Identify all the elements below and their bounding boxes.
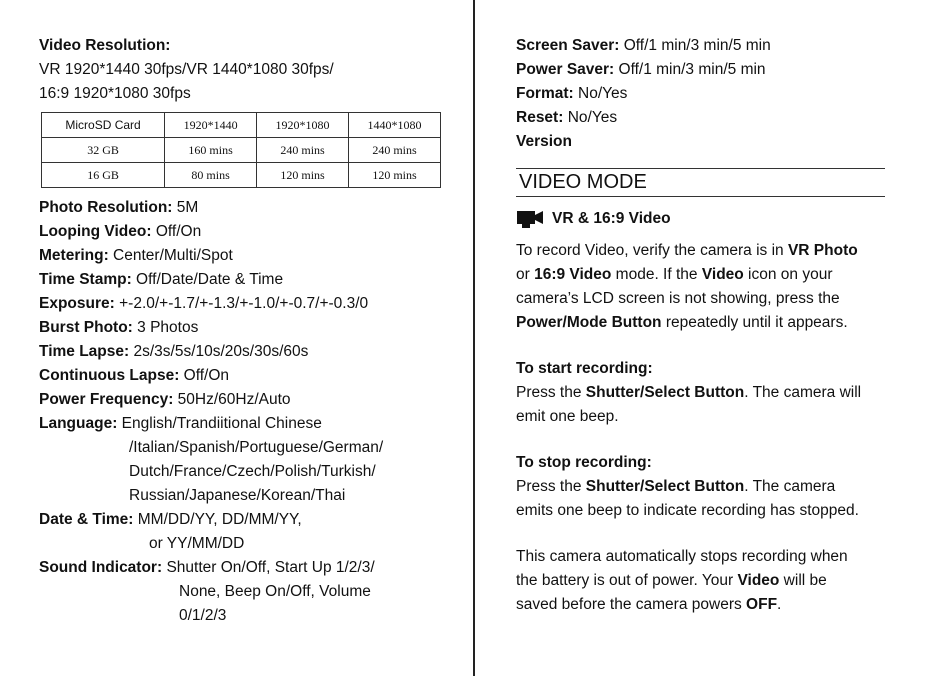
setting-value: No/Yes [563,109,618,126]
auto-text: saved before the camera powers [516,596,747,613]
setting-value: Off/On [151,223,202,240]
setting-label: Power Frequency: [39,391,174,408]
setting-language [39,412,464,436]
intro-bold: 16:9 Video [534,266,612,283]
intro-text: mode. If the [611,266,702,283]
setting-label: Burst Photo: [39,319,133,336]
stop-heading: To stop recording: [516,454,652,471]
setting-label: Sound Indicator: [39,559,163,576]
setting-version [516,130,916,154]
setting-value: 2s/3s/5s/10s/20s/30s/60s [129,343,309,360]
table-cell: 240 mins [257,138,349,163]
setting-label: Date & Time: [39,511,134,528]
table-row [42,163,441,188]
setting-label: Time Stamp: [39,271,132,288]
intro-paragraph [516,239,916,335]
setting-time-stamp [39,268,464,292]
setting-date-time [39,508,464,532]
recording-time-table [41,112,441,188]
auto-text: This camera automatically stops recording when [516,548,848,565]
setting-label: Photo Resolution: [39,199,173,216]
stop-text: . The camera [744,478,836,495]
setting-reset [516,106,916,130]
sound-line3: 0/1/2/3 [179,607,227,624]
setting-label: Version [516,133,572,150]
table-cell: 16 GB [42,163,165,188]
table-header-cell: 1440*1080 [349,113,441,138]
setting-value: +-2.0/+-1.7/+-1.3/+-1.0/+-0.7/+-0.3/0 [114,295,369,312]
intro-bold: Video [701,266,744,283]
intro-text: repeatedly until it appears. [661,314,848,331]
video-resolution-line2: 16:9 1920*1080 30fps [39,85,191,102]
setting-format [516,82,916,106]
table-row [42,138,441,163]
auto-text: will be [779,572,827,589]
table-cell: 120 mins [349,163,441,188]
intro-text: or [516,266,535,283]
setting-value: 5M [172,199,199,216]
setting-label: Looping Video: [39,223,152,240]
video-heading [516,209,916,229]
language-line4: Russian/Japanese/Korean/Thai [129,487,346,504]
table-cell: 240 mins [349,138,441,163]
setting-label: Power Saver: [516,61,615,78]
setting-value: Off/Date/Date & Time [131,271,284,288]
table-cell: 80 mins [165,163,257,188]
intro-bold: Power/Mode Button [516,314,662,331]
setting-label: Format: [516,85,574,102]
start-bold: Shutter/Select Button [585,384,745,401]
setting-value: Off/1 min/3 min/5 min [614,61,766,78]
stop-text: Press the [516,478,586,495]
video-resolution-line1: VR 1920*1440 30fps/VR 1440*1080 30fps/ [39,61,334,78]
start-text: Press the [516,384,586,401]
auto-stop-paragraph [516,545,916,617]
setting-label: Reset: [516,109,564,126]
setting-power-saver [516,58,916,82]
auto-bold: Video [737,572,780,589]
date-time-line2: or YY/MM/DD [149,535,245,552]
setting-value: MM/DD/YY, DD/MM/YY, [133,511,302,528]
intro-text: To record Video, verify the camera is in [516,242,788,259]
intro-bold: VR Photo [787,242,858,259]
setting-label: Continuous Lapse: [39,367,180,384]
right-column [516,34,916,617]
left-column [39,34,464,628]
auto-bold: OFF [746,596,778,613]
table-header-cell: 1920*1080 [257,113,349,138]
setting-label: Language: [39,415,118,432]
setting-looping-video [39,220,464,244]
setting-value: Off/1 min/3 min/5 min [619,37,771,54]
video-resolution [39,34,464,58]
setting-burst-photo [39,316,464,340]
sound-line2: None, Beep On/Off, Volume [179,583,371,600]
auto-text: . [777,596,782,613]
start-heading: To start recording: [516,360,653,377]
section-title: VIDEO MODE [516,168,885,197]
language-line3: Dutch/France/Czech/Polish/Turkish/ [129,463,376,480]
start-text: . The camera will [744,384,862,401]
setting-value: Shutter On/Off, Start Up 1/2/3/ [162,559,375,576]
intro-text: icon on your [743,266,833,283]
stop-recording [516,451,916,523]
auto-text: the battery is out of power. Your [516,572,738,589]
table-header-cell: 1920*1440 [165,113,257,138]
setting-photo-resolution [39,196,464,220]
setting-value: 3 Photos [132,319,199,336]
table-cell: 160 mins [165,138,257,163]
setting-exposure [39,292,464,316]
intro-text: camera’s LCD screen is not showing, press the [516,290,840,307]
setting-value: No/Yes [573,85,628,102]
stop-text: emits one beep to indicate recording has stopped. [516,502,859,519]
video-camera-icon [516,209,544,229]
setting-value: 50Hz/60Hz/Auto [173,391,291,408]
table-header-row [42,113,441,138]
table-cell: 120 mins [257,163,349,188]
column-divider [473,0,475,676]
setting-screen-saver [516,34,916,58]
setting-power-frequency [39,388,464,412]
setting-label: Metering: [39,247,109,264]
setting-continuous-lapse [39,364,464,388]
table-header-cell: MicroSD Card [42,113,165,138]
setting-value: Off/On [179,367,230,384]
stop-bold: Shutter/Select Button [585,478,745,495]
setting-label: Exposure: [39,295,115,312]
start-recording [516,357,916,429]
table-cell: 32 GB [42,138,165,163]
language-line2: /Italian/Spanish/Portuguese/German/ [129,439,384,456]
setting-value: Center/Multi/Spot [108,247,233,264]
setting-time-lapse [39,340,464,364]
setting-label: Time Lapse: [39,343,130,360]
video-resolution-label: Video Resolution: [39,37,171,54]
setting-value: English/Trandiitional Chinese [117,415,322,432]
setting-label: Screen Saver: [516,37,620,54]
setting-sound-indicator [39,556,464,580]
start-text: emit one beep. [516,408,619,425]
setting-metering [39,244,464,268]
video-heading-label: VR & 16:9 Video [552,210,671,227]
